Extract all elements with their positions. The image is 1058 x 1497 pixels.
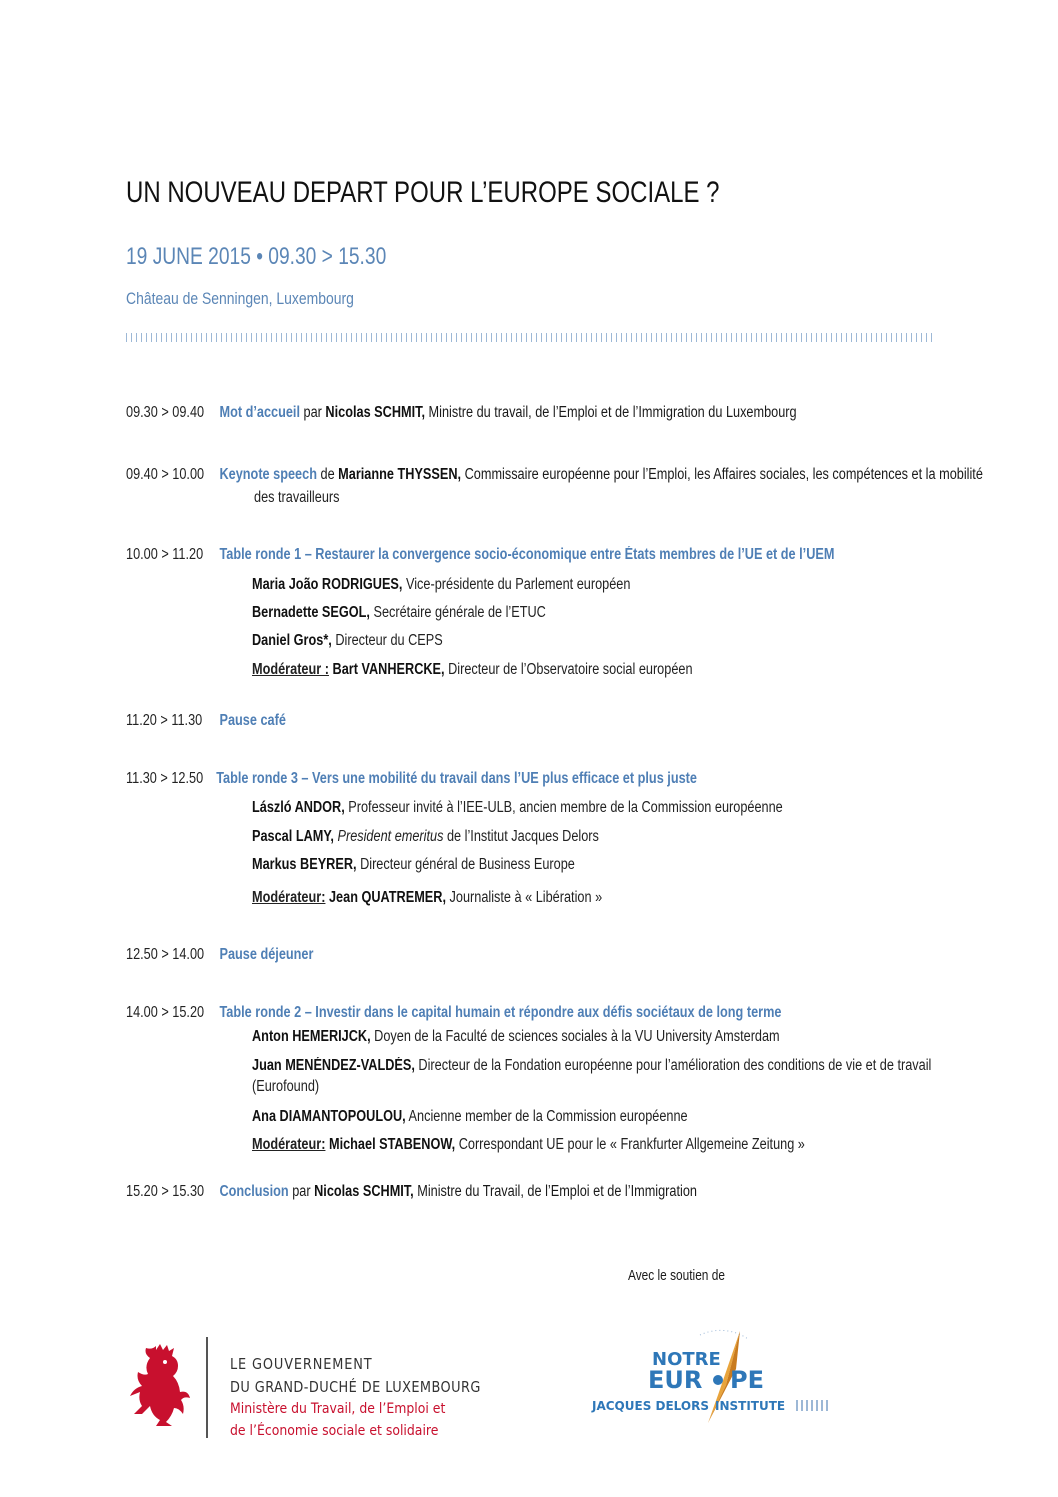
moderator-name: Jean QUATREMER,	[325, 889, 446, 906]
panelist	[252, 799, 783, 817]
session-time: 15.20 > 15.30	[126, 1183, 205, 1200]
panelist-role: Directeur général de Business Europe	[356, 856, 575, 873]
moderator	[252, 1136, 805, 1154]
panelist-role: Vice-présidente du Parlement européen	[402, 576, 631, 593]
panelist-name: Bernadette SEGOL,	[252, 604, 370, 621]
panelist-role: Ancienne member de la Commission européenne	[405, 1108, 688, 1125]
panelist-name: Markus BEYRER,	[252, 856, 357, 873]
notre-europe-logo	[590, 1325, 840, 1425]
speaker-name: Nicolas SCHMIT,	[314, 1183, 414, 1200]
panelist-title: President emeritus	[333, 828, 444, 845]
panelist-role: Doyen de la Faculté de sciences sociales à la VU University Amsterdam	[370, 1028, 780, 1045]
panelist	[252, 1028, 780, 1046]
moderator-label: Modérateur:	[252, 1136, 326, 1153]
session-title: Pause déjeuner	[219, 946, 314, 963]
panelist	[252, 1108, 688, 1126]
session-time: 14.00 > 15.20	[126, 1004, 205, 1021]
ministry-line2: de l’Économie sociale et solidaire	[230, 1423, 439, 1439]
moderator-role: Correspondant UE pour le « Frankfurter Allgemeine Zeitung »	[455, 1136, 805, 1153]
panelist	[252, 828, 599, 846]
session-time: 11.30 > 12.50	[126, 770, 204, 787]
session-coffee-break	[126, 712, 286, 730]
speaker-role: Ministre du Travail, de l’Emploi et de l’Immigration	[413, 1183, 697, 1200]
logo-notre: NOTRE	[652, 1349, 721, 1370]
session-roundtable-3	[126, 770, 697, 788]
event-date: 19 JUNE 2015 • 09.30 > 15.30	[126, 243, 387, 270]
panelist-role: Professeur invité à l’IEE-ULB, ancien membre de la Commission européenne	[344, 799, 783, 816]
speaker-name: Nicolas SCHMIT,	[325, 404, 426, 421]
logo-divider	[206, 1337, 208, 1438]
panelist-role: Directeur du CEPS	[331, 632, 443, 649]
session-time: 12.50 > 14.00	[126, 946, 205, 963]
session-lunch-break	[126, 946, 313, 964]
panelist	[252, 856, 575, 874]
session-title: Conclusion	[219, 1183, 289, 1200]
moderator-name: Bart VANHERCKE,	[328, 661, 445, 678]
session-time: 09.40 > 10.00	[126, 466, 205, 483]
session-time: 10.00 > 11.20	[126, 546, 204, 563]
panelist-name: László ANDOR,	[252, 799, 345, 816]
session-time: 09.30 > 09.40	[126, 404, 205, 421]
gov-name-line1: LE GOUVERNEMENT	[230, 1355, 373, 1373]
moderator-label: Modérateur :	[252, 661, 329, 678]
luxembourg-lion-logo	[126, 1344, 192, 1430]
session-roundtable-2	[126, 1004, 781, 1022]
session-title: Mot d’accueil	[219, 404, 300, 421]
panelist	[252, 632, 443, 650]
event-venue: Château de Senningen, Luxembourg	[126, 289, 354, 308]
panelist-role: de l’Institut Jacques Delors	[443, 828, 599, 845]
logo-institute: INSTITUTE	[715, 1399, 786, 1413]
panelist-name: Anton HEMERIJCK,	[252, 1028, 371, 1045]
session-time: 11.20 > 11.30	[126, 712, 203, 729]
panelist-role: Directeur de la Fondation européenne pour l’amélioration des conditions de vie et de travail	[414, 1057, 932, 1074]
moderator-role: Directeur de l’Observatoire social européen	[444, 661, 693, 678]
panelist-name: Maria João RODRIGUES,	[252, 576, 403, 593]
panelist-name: Juan MENÉNDEZ-VALDÉS,	[252, 1057, 415, 1074]
logo-jacques-delors: JACQUES DELORS	[592, 1399, 709, 1413]
support-label: Avec le soutien de	[628, 1268, 725, 1284]
session-title: Table ronde 2 – Investir dans le capital humain et répondre aux défis sociétaux de long terme	[219, 1004, 782, 1021]
session-title: Table ronde 3 – Vers une mobilité du travail dans l’UE plus efficace et plus juste	[216, 770, 697, 787]
panelist	[252, 604, 546, 622]
panelist-role: Secrétaire générale de l’ETUC	[369, 604, 546, 621]
moderator-label: Modérateur:	[252, 889, 326, 906]
session-title: Keynote speech	[219, 466, 317, 483]
session-keynote	[126, 466, 983, 484]
session-welcome	[126, 404, 797, 422]
logo-pe: PE	[730, 1366, 764, 1394]
panelist-name: Daniel Gros*,	[252, 632, 332, 649]
gov-name-line2: DU GRAND-DUCHÉ DE LUXEMBOURG	[230, 1378, 481, 1396]
moderator-role: Journaliste à « Libération »	[445, 889, 603, 906]
speaker-role: Ministre du travail, de l’Emploi et de l’Immigration du Luxembourg	[425, 404, 797, 421]
connector: de	[316, 466, 339, 483]
connector: par	[288, 1183, 315, 1200]
speaker-role-continued: des travailleurs	[254, 489, 340, 506]
session-conclusion	[126, 1183, 697, 1201]
moderator	[252, 661, 693, 679]
page-title: UN NOUVEAU DEPART POUR L’EUROPE SOCIALE ?	[126, 176, 720, 209]
session-title: Table ronde 1 – Restaurer la convergence socio-économique entre États membres de l’UE et de l’UEM	[219, 546, 835, 563]
session-roundtable-1	[126, 546, 834, 564]
connector: par	[299, 404, 326, 421]
speaker-name: Marianne THYSSEN,	[338, 466, 462, 483]
panelist-name: Pascal LAMY,	[252, 828, 334, 845]
panelist	[252, 576, 630, 594]
panelist	[252, 1057, 931, 1075]
speaker-role: Commissaire européenne pour l’Emploi, les Affaires sociales, les compétences et la mobilité	[461, 466, 983, 483]
tick-divider	[126, 333, 932, 342]
logo-eur: EUR	[648, 1366, 703, 1394]
moderator-name: Michael STABENOW,	[325, 1136, 456, 1153]
session-title: Pause café	[219, 712, 286, 729]
moderator	[252, 889, 602, 907]
panelist-role-continued: (Eurofound)	[252, 1078, 320, 1095]
ministry-line1: Ministère du Travail, de l’Emploi et	[230, 1401, 446, 1417]
panelist-name: Ana DIAMANTOPOULOU,	[252, 1108, 406, 1125]
